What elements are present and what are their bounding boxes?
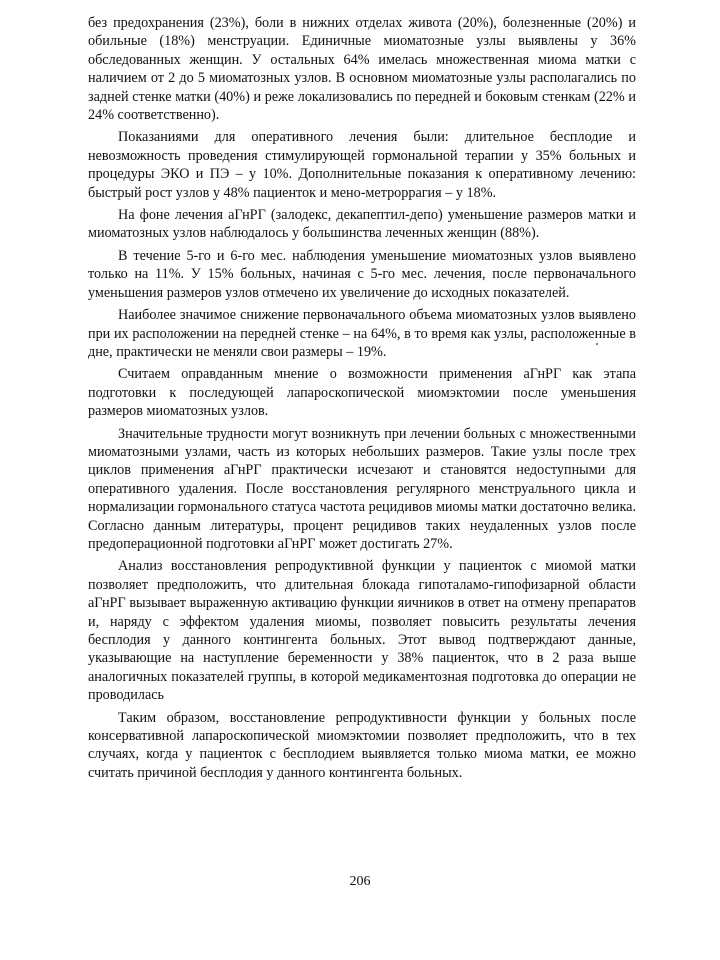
paragraph-3: На фоне лечения аГнРГ (залодекс, декапептил-депо) уменьшение размеров матки и миоматозных узлов наблюдалось у большинства леченных женщин (88%). — [88, 207, 636, 242]
paragraph-4: В течение 5-го и 6-го мес. наблюдения уменьшение миоматозных узлов выявлено только на 11%. У 15% больных, начиная с 5-го мес. лечения, после первоначального уменьшения размеров узлов отмечено их увеличение до исходных показателей. — [88, 247, 636, 301]
page-number: 206 — [349, 874, 371, 889]
document-page — [88, 14, 636, 786]
paragraph-7: Значительные трудности могут возникнуть при лечении больных с множественными миоматозными узлами, часть из которых небольших размеров. Такие узлы после трех циклов применения аГнРГ практически исчезают и становятся недоступными для оперативного удаления. После восстановления регулярного менструального цикла и нормализации гормонального статуса частота рецидивов миомы матки достаточно велика. Согласно данным литературы, процент рецидивов таких неудаленных узлов после предоперационной подготовки аГнРГ может достигать 27%. — [88, 425, 636, 552]
paragraph-1: без предохранения (23%), боли в нижних отделах живота (20%), болезненные (20%) и обильные (18%) менструации. Единичные миоматозные узлы выявлены у 36% обследованных женщин. У остальных 64% имелась множественная миома матки с наличием от 2 до 5 миоматозных узлов. В основном миоматозные узлы располагались по задней стенке матки (40%) и реже локализовались по передней и боковым стенкам (22% и 24% соответственно). — [88, 15, 636, 124]
scan-speck — [596, 343, 598, 345]
paragraph-9: Таким образом, восстановление репродуктивности функции у больных после консервативной лапароскопической миомэктомии позволяет предположить, что в тех случаях, когда у пациенток с бесплодием выявляется только миома матки, ее можно считать причиной бесплодия у данного контингента больных. — [88, 709, 636, 781]
paragraph-8: Анализ восстановления репродуктивной функции у пациенток с миомой матки позволяет предположить, что длительная блокада гипоталамо-гипофизарной области аГнРГ вызывает выраженную активацию функции яичников в ответ на отмену препаратов и, наряду с эффектом удаления миомы, позволяет повысить результаты лечения бесплодия у данного контингента больных. Этот вывод подтверждают данные, указывающие на наступление беременности у 38% пациенток, что в 2 раза выше аналогичных показателей группы, в которой медикаментозная подготовка до операции не проводилась — [88, 558, 636, 704]
paragraph-6: Считаем оправданным мнение о возможности применения аГнРГ как этапа подготовки к последующей лапароскопической миомэктомии после уменьшения размеров миоматозных узлов. — [88, 366, 636, 420]
paragraph-2: Показаниями для оперативного лечения были: длительное бесплодие и невозможность проведения стимулирующей гормональной терапии у 35% больных и процедуры ЭКО и ПЭ – у 10%. Дополнительные показания к оперативному лечению: быстрый рост узлов у 48% пациенток и мено-метроррагия – у 18%. — [88, 129, 636, 201]
paragraph-5: Наиболее значимое снижение первоначального объема миоматозных узлов выявлено при их расположении на передней стенке – на 64%, в то время как узлы, расположенные в дне, практически не меняли свои размеры – 19%. — [88, 307, 636, 360]
